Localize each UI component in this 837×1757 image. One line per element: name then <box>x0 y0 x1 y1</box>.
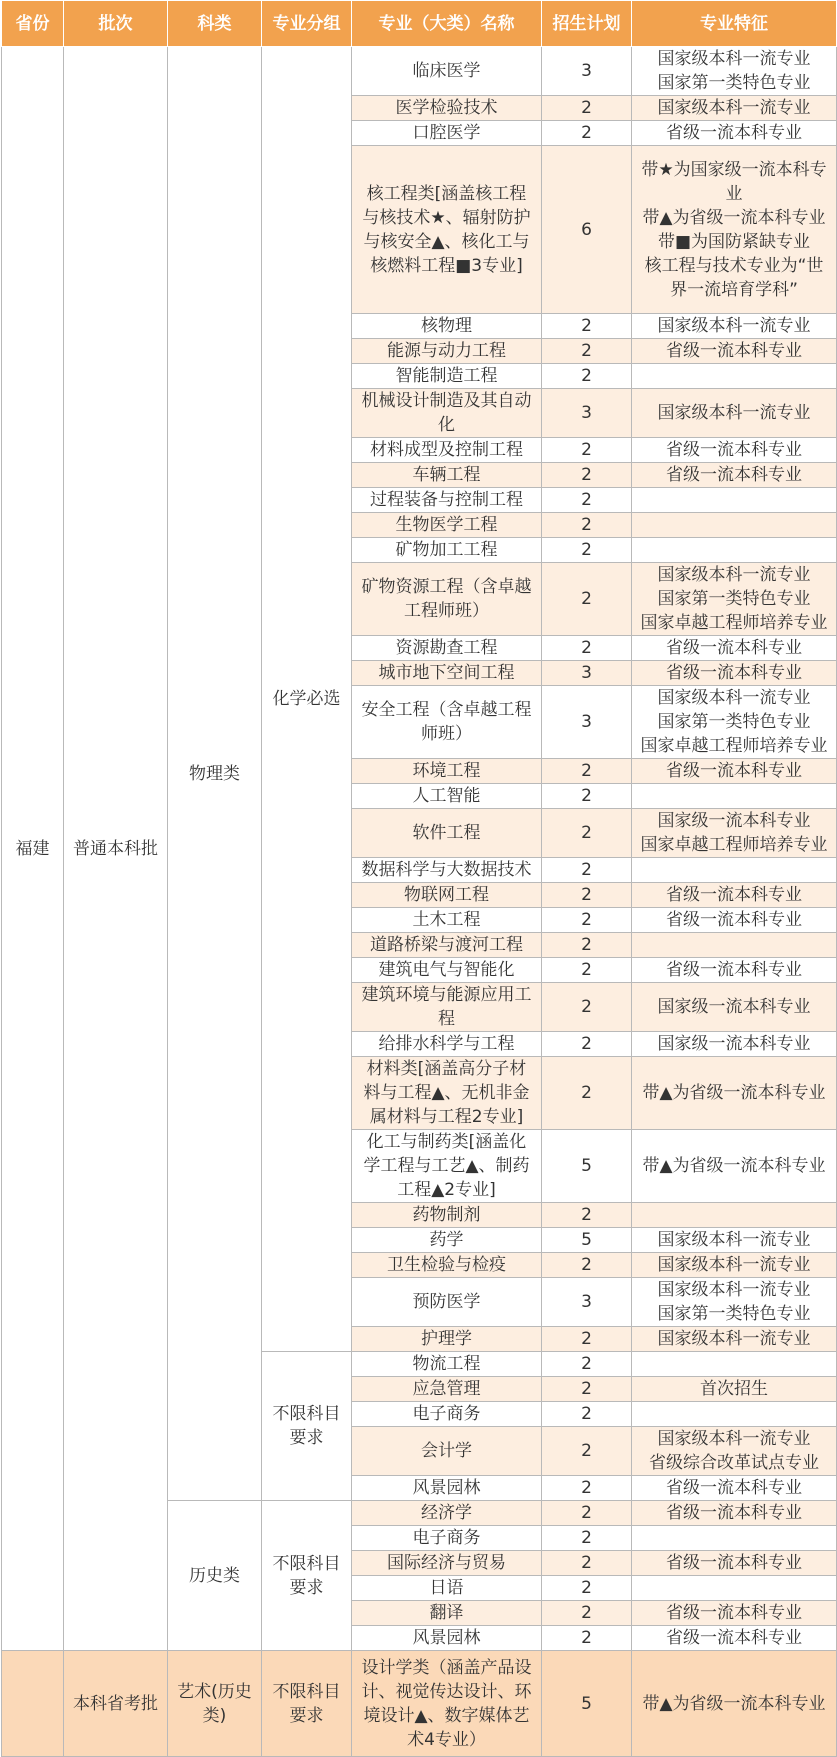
feature-cell: 省级一流本科专业 <box>632 759 837 784</box>
header-batch: 批次 <box>64 1 168 47</box>
feature-cell: 省级一流本科专业 <box>632 1501 837 1526</box>
feature-cell: 国家级本科一流专业 省级综合改革试点专业 <box>632 1427 837 1476</box>
header-province: 省份 <box>2 1 64 47</box>
plan-count-cell: 2 <box>542 784 632 809</box>
major-name-cell: 给排水科学与工程 <box>352 1032 542 1057</box>
plan-count-cell: 3 <box>542 389 632 438</box>
feature-cell <box>632 1402 837 1427</box>
major-name-cell: 设计学类（涵盖产品设 计、视觉传达设计、环 境设计▲、数字媒体艺 术4专业） <box>352 1651 542 1757</box>
major-name-cell: 人工智能 <box>352 784 542 809</box>
major-name-cell: 应急管理 <box>352 1377 542 1402</box>
feature-cell: 省级一流本科专业 <box>632 883 837 908</box>
major-name-cell: 道路桥梁与渡河工程 <box>352 933 542 958</box>
plan-count-cell: 6 <box>542 146 632 314</box>
header-feature: 专业特征 <box>632 1 837 47</box>
plan-count-cell: 2 <box>542 513 632 538</box>
header-category: 科类 <box>168 1 262 47</box>
major-name-cell: 城市地下空间工程 <box>352 661 542 686</box>
plan-count-cell: 2 <box>542 339 632 364</box>
major-name-cell: 环境工程 <box>352 759 542 784</box>
plan-count-cell: 2 <box>542 1352 632 1377</box>
major-name-cell: 建筑电气与智能化 <box>352 958 542 983</box>
plan-count-cell: 2 <box>542 1501 632 1526</box>
major-name-cell: 过程装备与控制工程 <box>352 488 542 513</box>
feature-cell: 国家级本科一流专业 <box>632 1253 837 1278</box>
feature-cell: 省级一流本科专业 <box>632 908 837 933</box>
plan-count-cell: 2 <box>542 1526 632 1551</box>
plan-count-cell: 2 <box>542 463 632 488</box>
feature-cell: 带★为国家级一流本科专 业 带▲为省级一流本科专业 带■为国防紧缺专业 核工程与技术专业为“世 界一流培育学科” <box>632 146 837 314</box>
plan-count-cell: 2 <box>542 983 632 1032</box>
plan-count-cell: 2 <box>542 883 632 908</box>
plan-count-cell: 2 <box>542 1476 632 1501</box>
feature-cell <box>632 364 837 389</box>
feature-cell: 省级一流本科专业 <box>632 661 837 686</box>
plan-count-cell: 3 <box>542 686 632 759</box>
province-cell-empty <box>2 1651 64 1757</box>
major-name-cell: 材料成型及控制工程 <box>352 438 542 463</box>
province-cell: 福建 <box>2 47 64 1651</box>
plan-count-cell: 2 <box>542 858 632 883</box>
plan-count-cell: 5 <box>542 1130 632 1203</box>
major-name-cell: 会计学 <box>352 1427 542 1476</box>
major-name-cell: 卫生检验与检疫 <box>352 1253 542 1278</box>
plan-count-cell: 2 <box>542 488 632 513</box>
plan-count-cell: 2 <box>542 364 632 389</box>
feature-cell: 国家级本科一流专业 <box>632 314 837 339</box>
feature-cell: 首次招生 <box>632 1377 837 1402</box>
feature-cell: 国家级本科一流专业 <box>632 1228 837 1253</box>
feature-cell: 省级一流本科专业 <box>632 339 837 364</box>
major-name-cell: 电子商务 <box>352 1526 542 1551</box>
major-name-cell: 物流工程 <box>352 1352 542 1377</box>
plan-count-cell: 2 <box>542 1551 632 1576</box>
feature-cell <box>632 858 837 883</box>
feature-cell <box>632 488 837 513</box>
major-name-cell: 矿物资源工程（含卓越 工程师班） <box>352 563 542 636</box>
feature-cell: 国家级本科一流专业 国家第一类特色专业 <box>632 47 837 96</box>
major-name-cell: 药学 <box>352 1228 542 1253</box>
major-name-cell: 国际经济与贸易 <box>352 1551 542 1576</box>
batch-cell-art: 本科省考批 <box>64 1651 168 1757</box>
plan-count-cell: 2 <box>542 809 632 858</box>
plan-count-cell: 2 <box>542 1032 632 1057</box>
feature-cell: 省级一流本科专业 <box>632 438 837 463</box>
feature-cell: 省级一流本科专业 <box>632 1551 837 1576</box>
plan-count-cell: 2 <box>542 1377 632 1402</box>
plan-count-cell: 2 <box>542 1601 632 1626</box>
header-plan: 招生计划 <box>542 1 632 47</box>
plan-count-cell: 3 <box>542 661 632 686</box>
feature-cell: 带▲为省级一流本科专业 <box>632 1651 837 1757</box>
major-name-cell: 数据科学与大数据技术 <box>352 858 542 883</box>
major-name-cell: 生物医学工程 <box>352 513 542 538</box>
major-name-cell: 智能制造工程 <box>352 364 542 389</box>
feature-cell: 国家级本科一流专业 <box>632 1327 837 1352</box>
major-name-cell: 护理学 <box>352 1327 542 1352</box>
feature-cell <box>632 1526 837 1551</box>
category-cell-history: 历史类 <box>168 1501 262 1651</box>
group-cell-unrestricted-history: 不限科目 要求 <box>262 1501 352 1651</box>
major-name-cell: 物联网工程 <box>352 883 542 908</box>
plan-count-cell: 2 <box>542 96 632 121</box>
plan-count-cell: 2 <box>542 1327 632 1352</box>
major-name-cell: 机械设计制造及其自动 化 <box>352 389 542 438</box>
major-name-cell: 日语 <box>352 1576 542 1601</box>
plan-count-cell: 2 <box>542 958 632 983</box>
plan-count-cell: 5 <box>542 1651 632 1757</box>
feature-cell: 国家级本科一流专业 国家第一类特色专业 国家卓越工程师培养专业 <box>632 686 837 759</box>
plan-count-cell: 5 <box>542 1228 632 1253</box>
plan-count-cell: 2 <box>542 538 632 563</box>
feature-cell: 国家级一流本科专业 国家卓越工程师培养专业 <box>632 809 837 858</box>
plan-count-cell: 2 <box>542 759 632 784</box>
batch-cell-regular: 普通本科批 <box>64 47 168 1651</box>
feature-cell: 省级一流本科专业 <box>632 1601 837 1626</box>
major-name-cell: 电子商务 <box>352 1402 542 1427</box>
feature-cell <box>632 933 837 958</box>
plan-count-cell: 2 <box>542 1402 632 1427</box>
major-name-cell: 风景园林 <box>352 1476 542 1501</box>
plan-count-cell: 2 <box>542 438 632 463</box>
plan-count-cell: 2 <box>542 121 632 146</box>
header-major-name: 专业（大类）名称 <box>352 1 542 47</box>
major-name-cell: 安全工程（含卓越工程 师班） <box>352 686 542 759</box>
feature-cell: 国家级一流本科专业 <box>632 983 837 1032</box>
major-name-cell: 车辆工程 <box>352 463 542 488</box>
group-cell-chem-required: 化学必选 <box>262 47 352 1352</box>
major-name-cell: 医学检验技术 <box>352 96 542 121</box>
feature-cell <box>632 1576 837 1601</box>
feature-cell: 省级一流本科专业 <box>632 1626 837 1651</box>
plan-count-cell: 2 <box>542 314 632 339</box>
feature-cell: 省级一流本科专业 <box>632 121 837 146</box>
table-row <box>2 47 837 96</box>
plan-count-cell: 2 <box>542 1626 632 1651</box>
category-cell-physics: 物理类 <box>168 47 262 1501</box>
major-name-cell: 资源勘查工程 <box>352 636 542 661</box>
feature-cell: 国家级本科一流专业 <box>632 389 837 438</box>
major-name-cell: 土木工程 <box>352 908 542 933</box>
feature-cell: 带▲为省级一流本科专业 <box>632 1130 837 1203</box>
plan-count-cell: 2 <box>542 1427 632 1476</box>
feature-cell: 带▲为省级一流本科专业 <box>632 1057 837 1130</box>
major-name-cell: 核工程类[涵盖核工程 与核技术★、辐射防护 与核安全▲、核化工与 核燃料工程■3专业] <box>352 146 542 314</box>
major-name-cell: 建筑环境与能源应用工 程 <box>352 983 542 1032</box>
header-row <box>2 1 837 47</box>
major-name-cell: 风景园林 <box>352 1626 542 1651</box>
feature-cell <box>632 538 837 563</box>
major-name-cell: 预防医学 <box>352 1278 542 1327</box>
feature-cell <box>632 1352 837 1377</box>
feature-cell: 国家级本科一流专业 国家第一类特色专业 <box>632 1278 837 1327</box>
feature-cell <box>632 784 837 809</box>
plan-count-cell: 2 <box>542 1576 632 1601</box>
feature-cell: 省级一流本科专业 <box>632 636 837 661</box>
feature-cell <box>632 1203 837 1228</box>
major-name-cell: 口腔医学 <box>352 121 542 146</box>
plan-count-cell: 3 <box>542 1278 632 1327</box>
plan-count-cell: 2 <box>542 1203 632 1228</box>
major-name-cell: 核物理 <box>352 314 542 339</box>
major-name-cell: 临床医学 <box>352 47 542 96</box>
feature-cell: 省级一流本科专业 <box>632 1476 837 1501</box>
table-body <box>2 47 837 1757</box>
feature-cell: 国家级一流本科专业 <box>632 1032 837 1057</box>
major-name-cell: 化工与制药类[涵盖化 学工程与工艺▲、制药 工程▲2专业] <box>352 1130 542 1203</box>
plan-count-cell: 2 <box>542 636 632 661</box>
plan-count-cell: 2 <box>542 933 632 958</box>
major-name-cell: 药物制剂 <box>352 1203 542 1228</box>
feature-cell <box>632 513 837 538</box>
feature-cell: 国家级本科一流专业 国家第一类特色专业 国家卓越工程师培养专业 <box>632 563 837 636</box>
plan-count-cell: 2 <box>542 1057 632 1130</box>
admission-plan-table <box>1 0 837 1757</box>
major-name-cell: 材料类[涵盖高分子材 料与工程▲、无机非金 属材料与工程2专业] <box>352 1057 542 1130</box>
major-name-cell: 翻译 <box>352 1601 542 1626</box>
feature-cell: 国家级本科一流专业 <box>632 96 837 121</box>
feature-cell: 省级一流本科专业 <box>632 958 837 983</box>
plan-count-cell: 2 <box>542 1253 632 1278</box>
major-name-cell: 软件工程 <box>352 809 542 858</box>
feature-cell: 省级一流本科专业 <box>632 463 837 488</box>
category-cell-art: 艺术(历史 类) <box>168 1651 262 1757</box>
plan-count-cell: 3 <box>542 47 632 96</box>
plan-count-cell: 2 <box>542 908 632 933</box>
header-group: 专业分组 <box>262 1 352 47</box>
group-cell-unrestricted-art: 不限科目 要求 <box>262 1651 352 1757</box>
major-name-cell: 经济学 <box>352 1501 542 1526</box>
plan-count-cell: 2 <box>542 563 632 636</box>
major-name-cell: 矿物加工工程 <box>352 538 542 563</box>
group-cell-unrestricted-physics: 不限科目 要求 <box>262 1352 352 1501</box>
major-name-cell: 能源与动力工程 <box>352 339 542 364</box>
table-row <box>2 1651 837 1757</box>
